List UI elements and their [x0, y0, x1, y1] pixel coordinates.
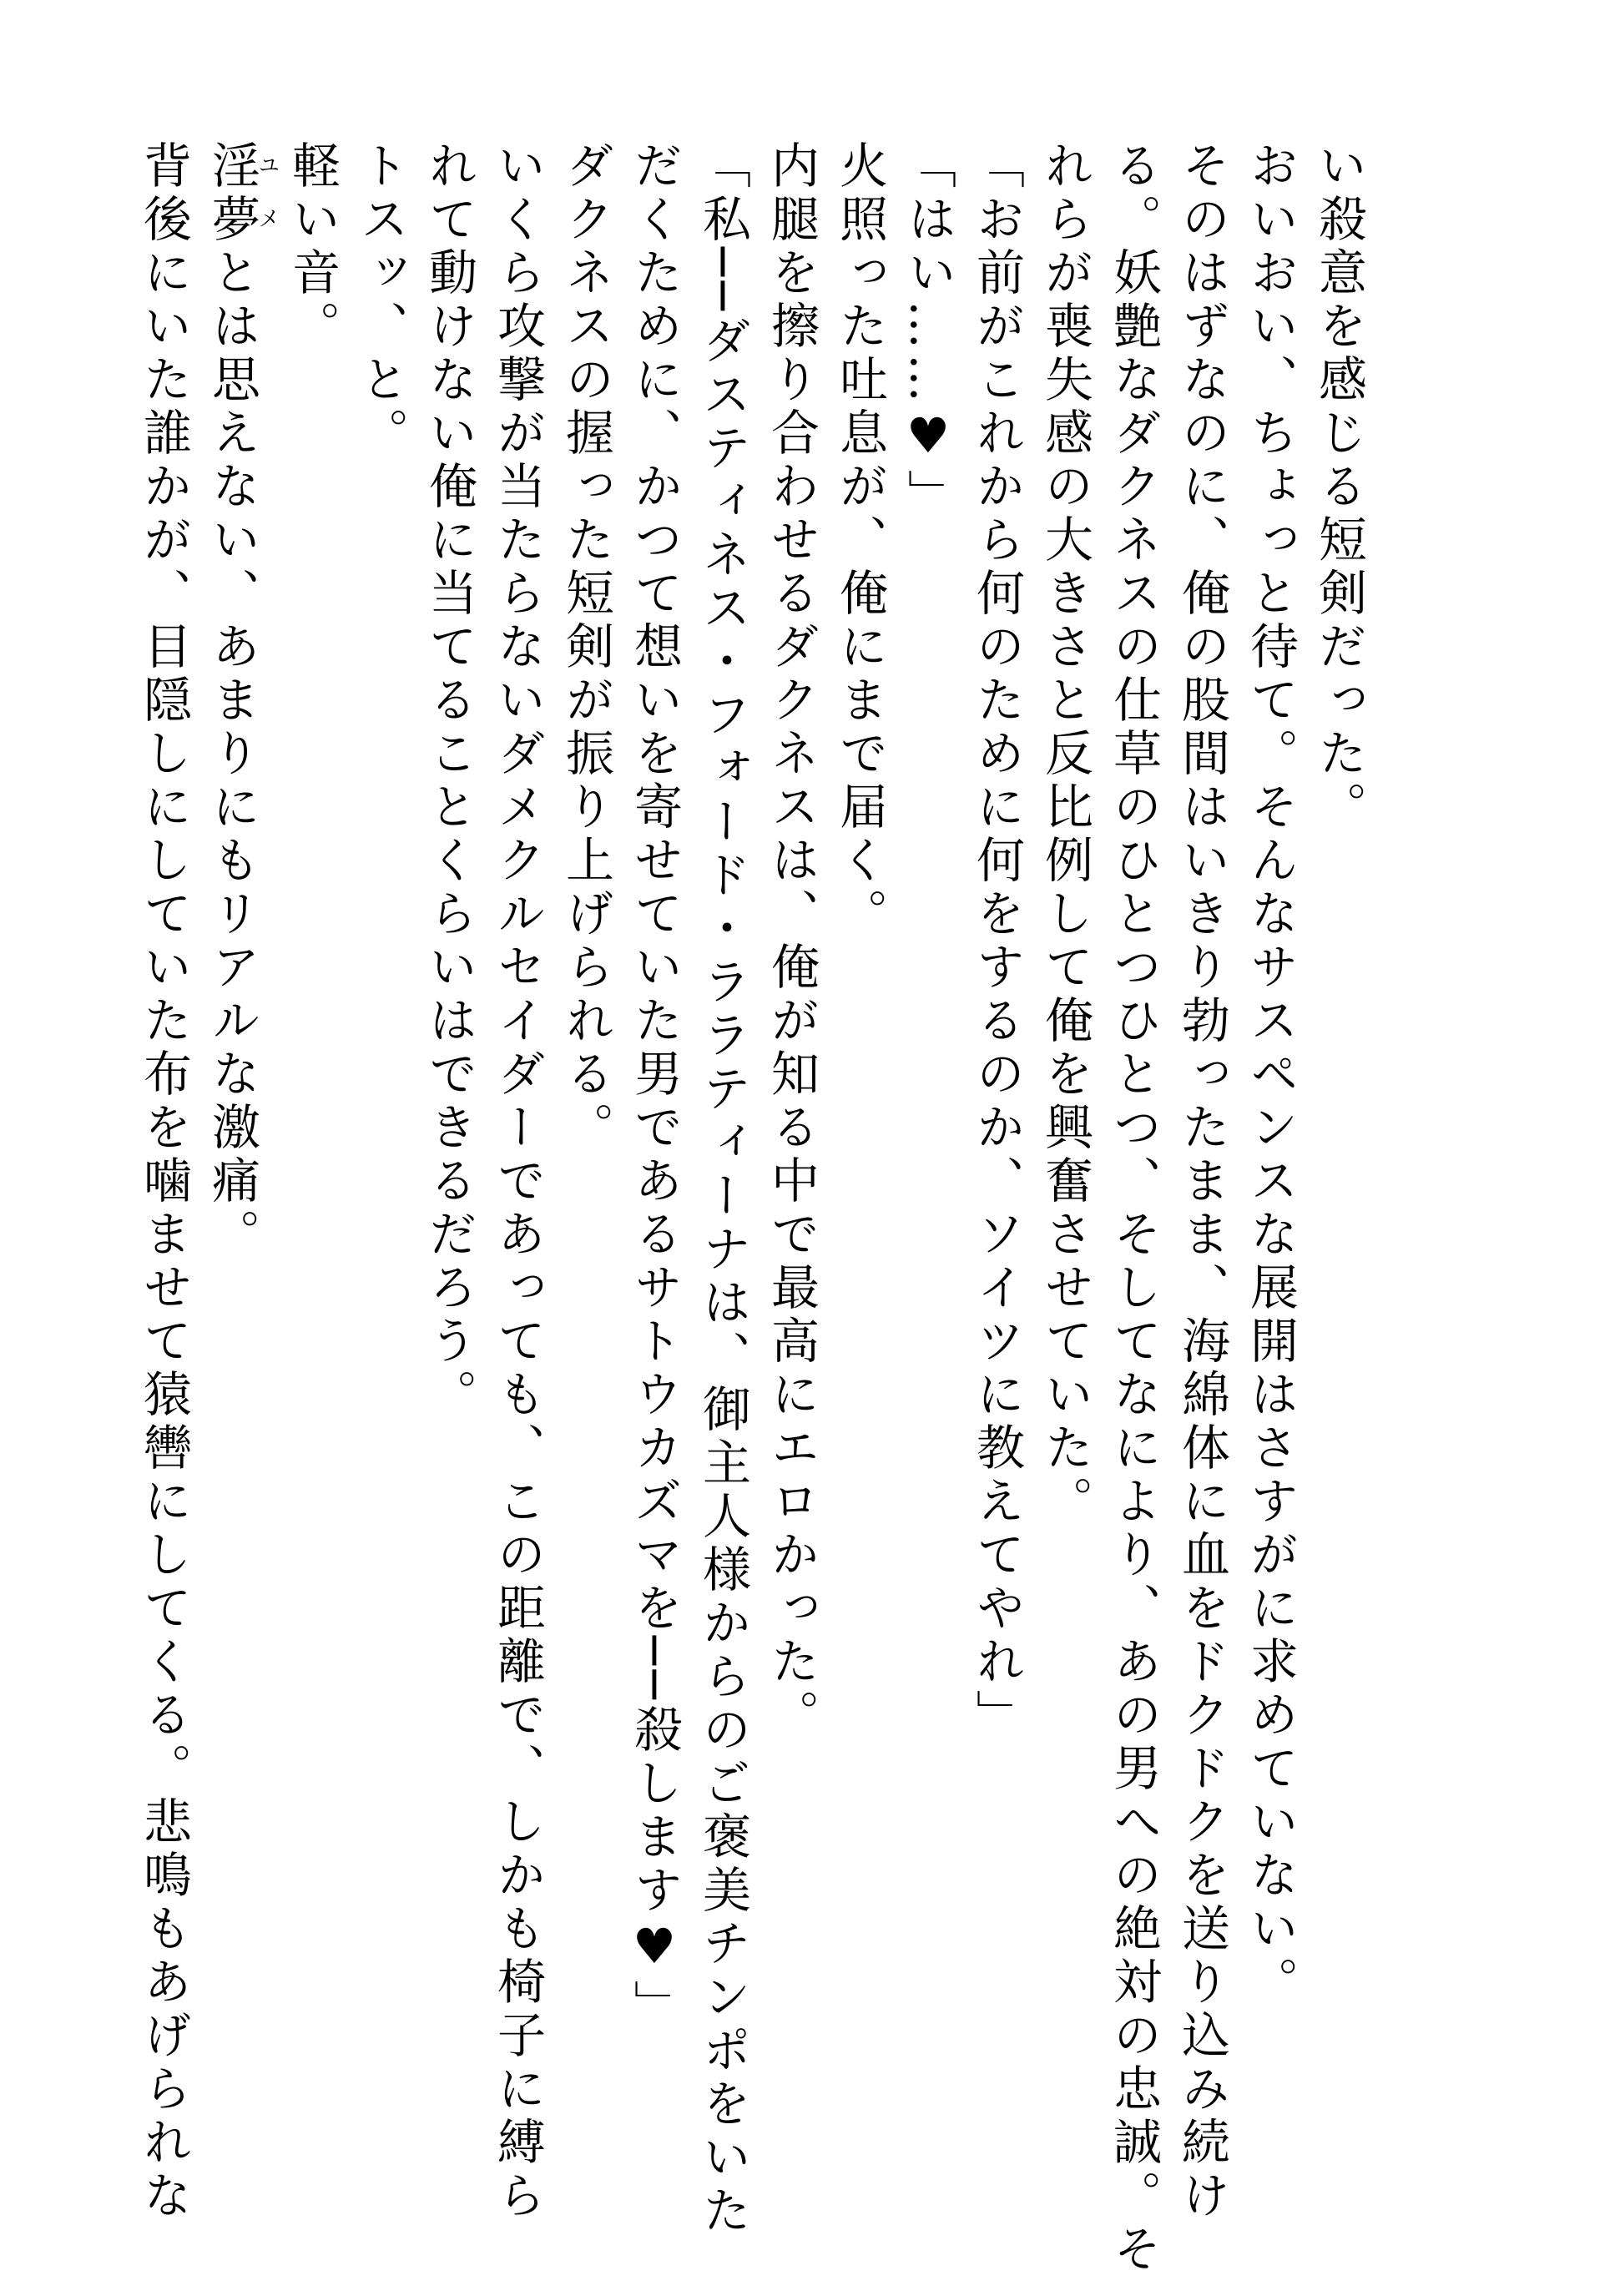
text-line: 軽い音。 [284, 140, 341, 354]
text-line: 「はい……♥」 [900, 140, 956, 522]
vertical-text-body [129, 140, 1373, 2277]
ruby-line-remainder: とは思えない、あまりにもリアルな激痛。 [204, 247, 260, 1262]
text-line: 火照った吐息が、俺にまで届く。 [831, 140, 888, 941]
text-line: だくために、かつて想いを寄せていた男であるサトウカズマを──殺します♥」 [626, 140, 683, 2033]
text-line: る。妖艶なダクネスの仕草のひとつひとつ、そしてなにより、あの男への絶対の忠誠。そ [1105, 140, 1162, 2277]
text-line: おいおい、ちょっと待て。そんなサスペンスな展開はさすがに求めていない。 [1242, 140, 1299, 2010]
text-line: トスッ、と。 [352, 140, 409, 461]
text-line: 「私──ダスティネス・フォード・ララティーナは、御主人様からのご褒美チンポをいた [694, 140, 751, 2238]
text-line: いくら攻撃が当たらないダメクルセイダーであっても、この距離で、しかも椅子に縛ら [489, 140, 546, 2223]
text-line: 「お前がこれから何のために何をするのか、ソイツに教えてやれ」 [968, 140, 1025, 1743]
text-line: れて動けない俺に当てることくらいはできるだろう。 [421, 140, 477, 1422]
text-line: 背後にいた誰かが、目隠しにしていた布を噛ませて猿轡にしてくる。悲鳴もあげられな [135, 140, 192, 2223]
text-line: れらが喪失感の大きさと反比例して俺を興奮させていた。 [1037, 140, 1093, 1529]
ruby-base: 淫夢 [204, 140, 260, 247]
text-line-with-ruby [198, 140, 278, 2177]
text-line: い殺意を感じる短剣だった。 [1310, 140, 1367, 835]
ruby-word [204, 140, 280, 247]
text-line: 内腿を擦り合わせるダクネスは、俺が知る中で最高にエロかった。 [763, 140, 820, 1743]
text-line: そのはずなのに、俺の股間はいきり勃ったまま、海綿体に血をドクドクを送り込み続け [1173, 140, 1230, 2223]
ruby-reading: ユメ [255, 140, 280, 247]
text-line: ダクネスの握った短剣が振り上げられる。 [558, 140, 614, 1155]
